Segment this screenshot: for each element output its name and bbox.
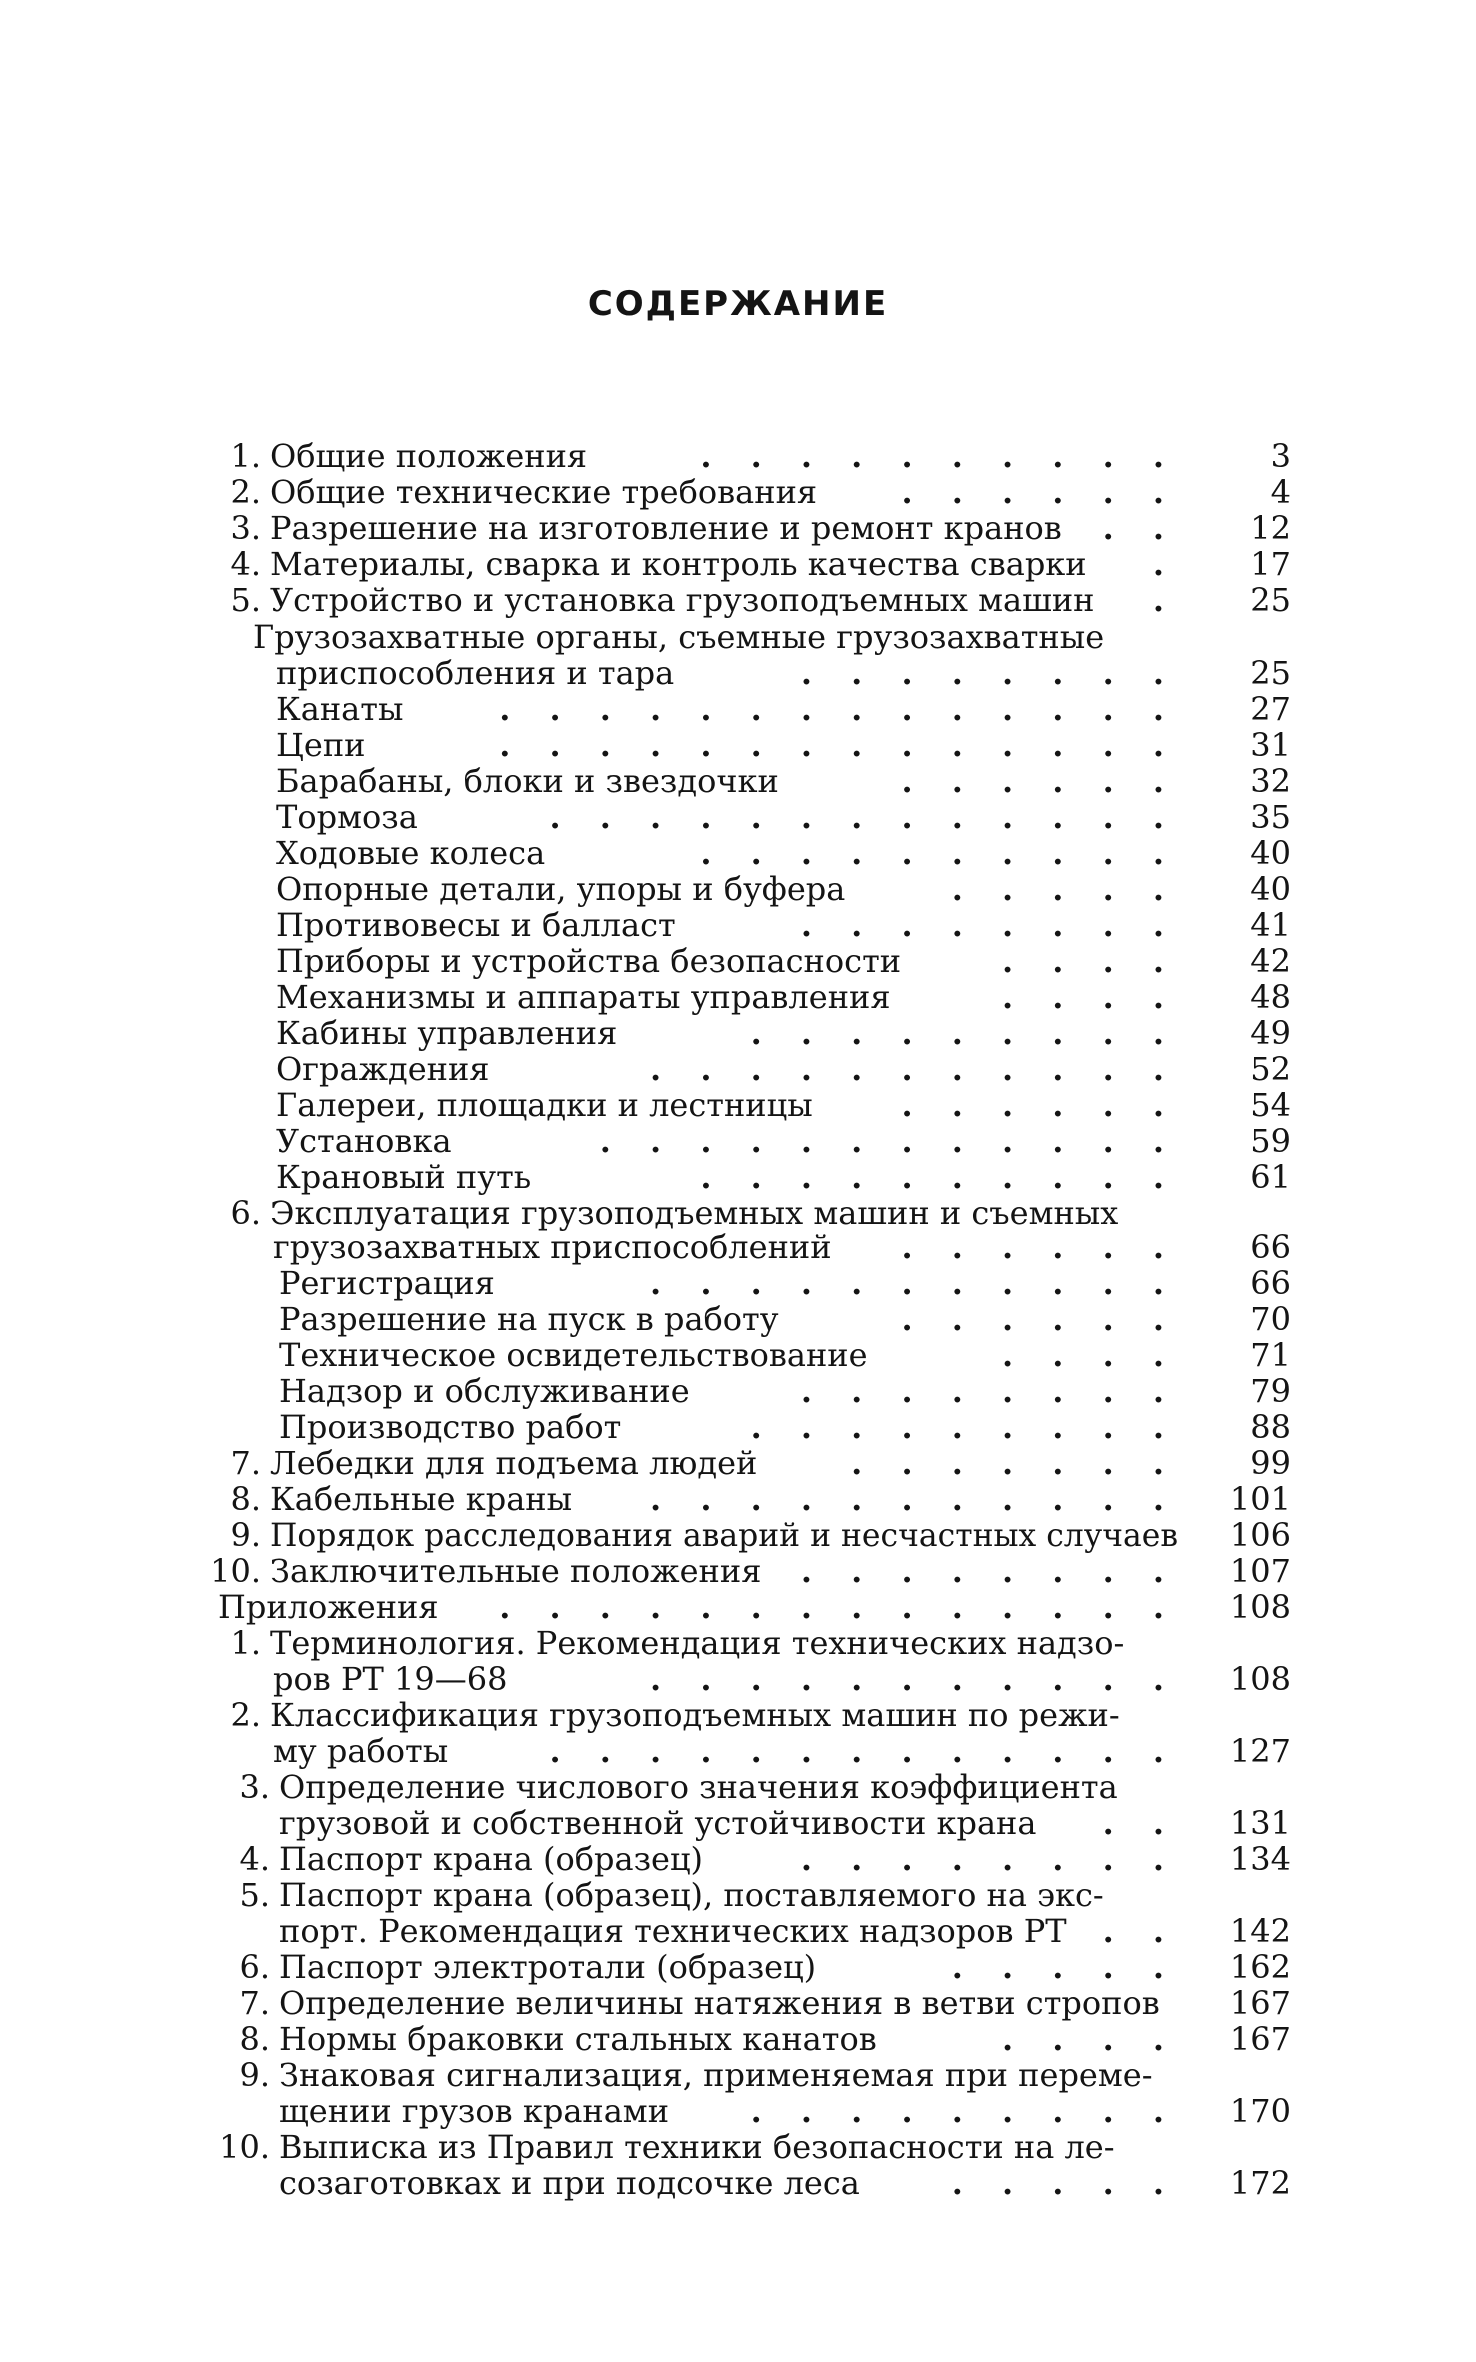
- toc-page-number: 35: [1250, 798, 1291, 836]
- toc-entry: [219, 2128, 1178, 2166]
- toc-entry: [273, 1229, 1178, 1265]
- toc-leader-dots: . . . . . . . . . . .: [650, 1050, 1178, 1088]
- toc-entry: [279, 2165, 1178, 2201]
- toc-entry: [279, 1805, 1178, 1841]
- toc-entry-title: Ходовые колеса: [276, 834, 546, 872]
- toc-leader-dots: . . . . . . . . .: [750, 1408, 1178, 1446]
- toc-page-number: 134: [1229, 1840, 1291, 1878]
- toc-entry-number: 6.: [230, 1194, 261, 1232]
- toc-entry: [276, 943, 1178, 979]
- toc-entry: [276, 727, 1178, 763]
- toc-leader-dots: .: [1152, 545, 1178, 583]
- toc-entry-title: Общие положения: [270, 437, 588, 475]
- toc-entry: [230, 437, 1178, 475]
- toc-page-number: 107: [1229, 1552, 1291, 1590]
- toc-leader-dots: . . . . . . .: [851, 1444, 1178, 1482]
- toc-entry: [230, 509, 1178, 547]
- toc-page-number: 40: [1250, 870, 1291, 908]
- toc-page-number: 41: [1250, 906, 1291, 944]
- toc-entry: [230, 1516, 1178, 1554]
- toc-leader-dots: . . . . . . . . . . . . . .: [499, 1588, 1178, 1626]
- toc-page-number: 49: [1250, 1014, 1291, 1052]
- toc-entry-number: 4.: [239, 1840, 270, 1878]
- toc-page-number: 70: [1250, 1300, 1291, 1338]
- toc-page-number: 127: [1229, 1732, 1291, 1770]
- toc-entry: [276, 835, 1178, 871]
- toc-page-number: 99: [1250, 1444, 1291, 1482]
- toc-page-number: 162: [1229, 1948, 1291, 1986]
- toc-leader-dots: . . . . . . . . . . . . . .: [499, 726, 1178, 764]
- toc-entry: [279, 2093, 1178, 2129]
- toc-leader-dots: . . . . . . . .: [800, 654, 1178, 692]
- toc-leader-dots: . . . . . . . . .: [750, 2092, 1178, 2130]
- toc-entry-title: Классификация грузоподъемных машин по режи-: [270, 1696, 1120, 1734]
- toc-leader-dots: . . . .: [1002, 2020, 1178, 2058]
- toc-entry: [230, 545, 1178, 583]
- toc-leader-dots: . .: [1102, 509, 1178, 547]
- toc-leader-dots: . . . . .: [951, 2164, 1178, 2202]
- toc-leader-dots: .: [1152, 581, 1178, 619]
- toc-leader-dots: . . . . . . . .: [800, 1372, 1178, 1410]
- toc-entry: [239, 1768, 1178, 1806]
- toc-entry: [273, 1661, 1178, 1697]
- toc-page-number: 131: [1229, 1804, 1291, 1842]
- toc-page-number: 66: [1250, 1228, 1291, 1266]
- toc-entry: [276, 1087, 1178, 1123]
- toc-entry: [230, 1696, 1178, 1734]
- toc-page-number: 108: [1229, 1660, 1291, 1698]
- toc-entry-number: 1.: [230, 437, 261, 475]
- toc-leader-dots: . . . . . .: [901, 1300, 1178, 1338]
- toc-leader-dots: . . . .: [1002, 978, 1178, 1016]
- toc-entry-title: Разрешение на изготовление и ремонт кранов: [270, 509, 1062, 547]
- toc-leader-dots: . . . . . .: [901, 762, 1178, 800]
- toc-leader-dots: . . . . . . . . . .: [700, 437, 1178, 475]
- toc-entry-title: Опорные детали, упоры и буфера: [276, 870, 846, 908]
- toc-entry-title: Паспорт электротали (образец): [279, 1948, 817, 1986]
- toc-leader-dots: . . . . . . . .: [800, 1840, 1178, 1878]
- toc-entry: [230, 1194, 1178, 1232]
- toc-page-number: 88: [1250, 1408, 1291, 1446]
- toc-entry: [230, 581, 1178, 619]
- toc-entry: [239, 1948, 1178, 1986]
- toc-page-number: 170: [1229, 2092, 1291, 2130]
- toc-entry: [276, 907, 1178, 943]
- toc-page-number: 108: [1229, 1588, 1291, 1626]
- toc-leader-dots: . . . . . . . . . . .: [650, 1480, 1178, 1518]
- toc-entry-title: щении грузов кранами: [279, 2092, 670, 2130]
- toc-entry-title: Паспорт крана (образец), поставляемого на экс-: [279, 1876, 1104, 1914]
- toc-leader-dots: . . . . . . . . . . . . .: [549, 1732, 1178, 1770]
- toc-entry-title: Производство работ: [279, 1408, 622, 1446]
- toc-entry: [276, 871, 1178, 907]
- toc-page-number: 25: [1250, 654, 1291, 692]
- toc-entry-title: Грузозахватные органы, съемные грузозахватные: [253, 618, 1105, 656]
- toc-entry: [276, 979, 1178, 1015]
- toc-entry-title: Установка: [276, 1122, 452, 1160]
- toc-page-number: 32: [1250, 762, 1291, 800]
- toc-entry-title: Заключительные положения: [270, 1552, 762, 1590]
- toc-entry: [230, 1480, 1178, 1518]
- toc-page-number: 4: [1270, 473, 1291, 511]
- toc-page-number: 17: [1250, 545, 1291, 583]
- toc-entry: [218, 1589, 1178, 1625]
- toc-page-number: 142: [1229, 1912, 1291, 1950]
- toc-entry: [276, 763, 1178, 799]
- toc-entry-number: 2.: [230, 473, 261, 511]
- toc-entry-title: Надзор и обслуживание: [279, 1372, 690, 1410]
- toc-entry-title: Цепи: [276, 726, 366, 764]
- toc-leader-dots: . . . .: [1002, 1336, 1178, 1374]
- toc-entry-title: Приложения: [218, 1588, 439, 1626]
- toc-entry: [239, 2056, 1178, 2094]
- toc-entry-title: Регистрация: [279, 1264, 495, 1302]
- toc-entry-title: Кабельные краны: [270, 1480, 573, 1518]
- toc-entry-title: приспособления и тара: [276, 654, 675, 692]
- toc-entry-title: Выписка из Правил техники безопасности на ле-: [279, 2128, 1115, 2166]
- toc-entry-number: 5.: [239, 1876, 270, 1914]
- toc-entry: [276, 1051, 1178, 1087]
- toc-entry-title: Терминология. Рекомендация технических надзо-: [270, 1624, 1125, 1662]
- toc-page-number: 52: [1250, 1050, 1291, 1088]
- toc-page-number: 106: [1229, 1516, 1291, 1554]
- toc-leader-dots: . . . . .: [951, 870, 1178, 908]
- toc-page-number: 59: [1250, 1122, 1291, 1160]
- toc-entry-title: грузозахватных приспособлений: [273, 1228, 832, 1266]
- toc-entry: [279, 1913, 1178, 1949]
- toc-entry-number: 10.: [210, 1552, 261, 1590]
- toc-entry-title: Определение числового значения коэффициента: [279, 1768, 1118, 1806]
- page-title: СОДЕРЖАНИЕ: [587, 284, 889, 324]
- toc-leader-dots: . . . . . . . .: [800, 1552, 1178, 1590]
- toc-entry-title: му работы: [273, 1732, 449, 1770]
- toc-entry: [210, 1552, 1178, 1590]
- toc-page-number: 172: [1229, 2164, 1291, 2202]
- toc-entry: [230, 1624, 1178, 1662]
- toc-page-number: 79: [1250, 1372, 1291, 1410]
- toc-leader-dots: . . . . . .: [901, 473, 1178, 511]
- toc-leader-dots: . . . . . .: [901, 1086, 1178, 1124]
- toc-entry: [239, 2020, 1178, 2058]
- toc-entry-number: 8.: [230, 1480, 261, 1518]
- toc-entry: [253, 619, 1178, 655]
- toc-entry-number: 5.: [230, 581, 261, 619]
- toc-page-number: 167: [1229, 1984, 1291, 2022]
- toc-entry: [276, 655, 1178, 691]
- toc-page-number: 40: [1250, 834, 1291, 872]
- toc-entry-title: созаготовках и при подсочке леса: [279, 2164, 860, 2202]
- toc-entry-number: 4.: [230, 545, 261, 583]
- toc-entry-title: Галереи, площадки и лестницы: [276, 1086, 813, 1124]
- toc-leader-dots: . . . . .: [951, 1948, 1178, 1986]
- toc-page-number: 48: [1250, 978, 1291, 1016]
- toc-entry-title: Определение величины натяжения в ветви стропов: [279, 1984, 1160, 2022]
- toc-leader-dots: . . . . . .: [901, 1228, 1178, 1266]
- toc-entry-title: Разрешение на пуск в работу: [279, 1300, 779, 1338]
- toc-entry-title: Материалы, сварка и контроль качества сварки: [270, 545, 1087, 583]
- toc-entry: [279, 1373, 1178, 1409]
- toc-leader-dots: . . . . . . . . . . . .: [599, 1122, 1178, 1160]
- toc-entry-title: Нормы браковки стальных канатов: [279, 2020, 877, 2058]
- toc-page-number: 25: [1250, 581, 1291, 619]
- toc-entry-title: Эксплуатация грузоподъемных машин и съемных: [270, 1194, 1119, 1232]
- toc-page-number: 27: [1250, 690, 1291, 728]
- toc-entry-number: 2.: [230, 1696, 261, 1734]
- toc-leader-dots: . . . . . . . . .: [750, 1014, 1178, 1052]
- toc-entry-number: 6.: [239, 1948, 270, 1986]
- toc-entry-title: порт. Рекомендация технических надзоров РТ: [279, 1912, 1067, 1950]
- toc-entry-number: 7.: [230, 1444, 261, 1482]
- toc-leader-dots: . .: [1102, 1912, 1178, 1950]
- toc-entry: [230, 473, 1178, 511]
- toc-entry: [276, 799, 1178, 835]
- toc-entry: [273, 1733, 1178, 1769]
- toc-entry: [276, 1015, 1178, 1051]
- toc-entry: [230, 1444, 1178, 1482]
- toc-entry-title: Общие технические требования: [270, 473, 818, 511]
- toc-page-number: 66: [1250, 1264, 1291, 1302]
- toc-page-number: 61: [1250, 1158, 1291, 1196]
- toc-page-number: 31: [1250, 726, 1291, 764]
- toc-leader-dots: . . . . . . . .: [800, 906, 1178, 944]
- toc-entry: [276, 1123, 1178, 1159]
- toc-entry-title: Крановый путь: [276, 1158, 532, 1196]
- toc-entry-number: 7.: [239, 1984, 270, 2022]
- toc-entry: [276, 1159, 1178, 1195]
- toc-page-number: 54: [1250, 1086, 1291, 1124]
- toc-entry-number: 10.: [219, 2128, 270, 2166]
- toc-leader-dots: . . . .: [1002, 942, 1178, 980]
- toc-entry: [276, 691, 1178, 727]
- toc-entry-title: Паспорт крана (образец): [279, 1840, 704, 1878]
- toc-leader-dots: . . . . . . . . . . . . . .: [499, 690, 1178, 728]
- toc-page-number: 42: [1250, 942, 1291, 980]
- toc-entry-title: Устройство и установка грузоподъемных машин: [270, 581, 1095, 619]
- toc-entry-title: Приборы и устройства безопасности: [276, 942, 902, 980]
- toc-entry: [239, 1984, 1178, 2022]
- toc-entry: [279, 1265, 1178, 1301]
- toc-leader-dots: . . . . . . . . . .: [700, 834, 1178, 872]
- toc-entry-number: 3.: [239, 1768, 270, 1806]
- toc-page-number: 3: [1270, 437, 1291, 475]
- toc-entry-number: 8.: [239, 2020, 270, 2058]
- toc-page-number: 71: [1250, 1336, 1291, 1374]
- toc-entry-title: Канаты: [276, 690, 404, 728]
- toc-entry: [279, 1337, 1178, 1373]
- toc-entry-number: 9.: [230, 1516, 261, 1554]
- toc-leader-dots: . . . . . . . . . .: [700, 1158, 1178, 1196]
- toc-entry: [239, 1840, 1178, 1878]
- toc-page-number: 12: [1250, 509, 1291, 547]
- toc-entry-title: Кабины управления: [276, 1014, 618, 1052]
- toc-entry-number: 9.: [239, 2056, 270, 2094]
- toc-leader-dots: . . . . . . . . . . .: [650, 1660, 1178, 1698]
- toc-entry: [279, 1409, 1178, 1445]
- toc-entry: [239, 1876, 1178, 1914]
- toc-entry-title: Барабаны, блоки и звездочки: [276, 762, 779, 800]
- toc-entry-title: Порядок расследования аварий и несчастных случаев: [270, 1516, 1178, 1554]
- toc-entry-title: ров РТ 19—68: [273, 1660, 508, 1698]
- toc-entry-title: Механизмы и аппараты управления: [276, 978, 891, 1016]
- toc-leader-dots: . . . . . . . . . . .: [650, 1264, 1178, 1302]
- toc-entry: [279, 1301, 1178, 1337]
- toc-entry-title: Противовесы и балласт: [276, 906, 676, 944]
- toc-leader-dots: . .: [1102, 1804, 1178, 1842]
- toc-entry-title: грузовой и собственной устойчивости крана: [279, 1804, 1037, 1842]
- toc-entry-title: Знаковая сигнализация, применяемая при переме-: [279, 2056, 1153, 2094]
- toc-page-number: 167: [1229, 2020, 1291, 2058]
- toc-leader-dots: . . . . . . . . . . . . .: [549, 798, 1178, 836]
- toc-entry-title: Лебедки для подъема людей: [270, 1444, 758, 1482]
- toc-entry-number: 3.: [230, 509, 261, 547]
- toc-entry-title: Ограждения: [276, 1050, 490, 1088]
- toc-page-number: 101: [1229, 1480, 1291, 1518]
- toc-entry-number: 1.: [230, 1624, 261, 1662]
- toc-entry-title: Тормоза: [276, 798, 418, 836]
- toc-entry-title: Техническое освидетельствование: [279, 1336, 868, 1374]
